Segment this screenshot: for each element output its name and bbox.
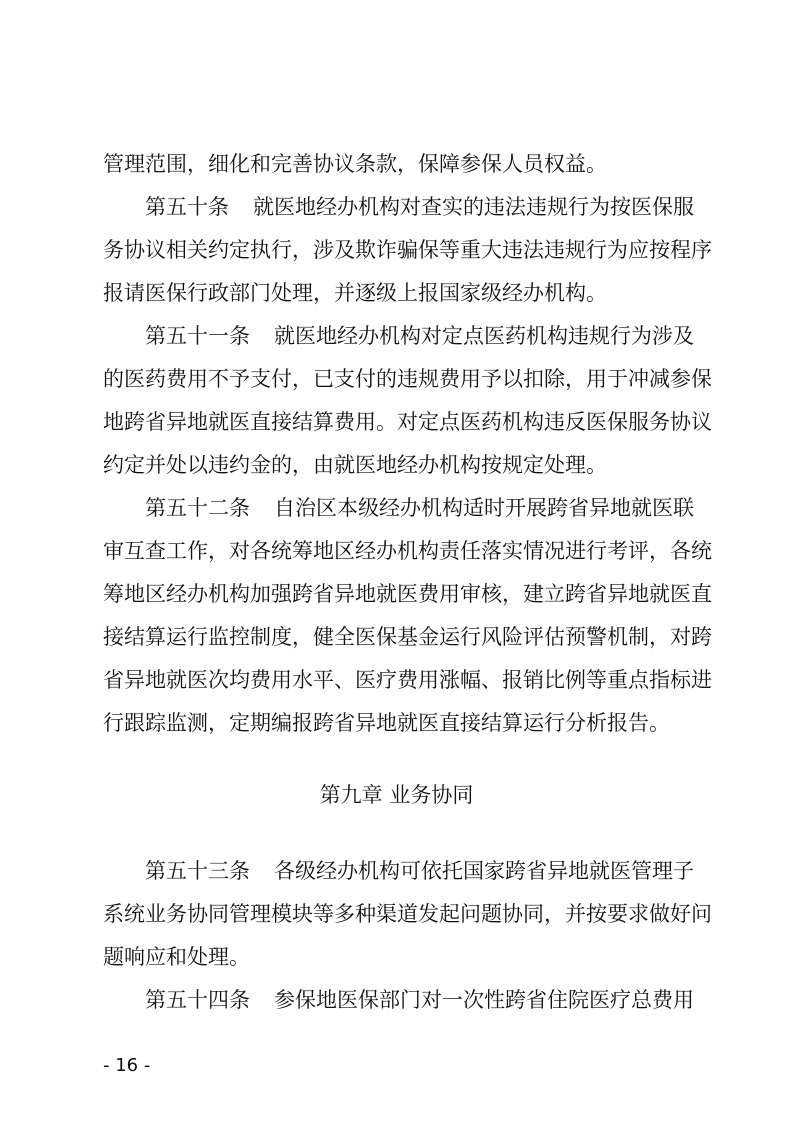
article-label: 第五十条 <box>145 195 229 219</box>
chapter-title: 第九章 业务协同 <box>319 783 474 807</box>
article-label: 第五十一条 <box>145 324 250 348</box>
text-line: 地跨省异地就医直接结算费用。对定点医药机构违反医保服务协议 <box>103 410 712 434</box>
text-line: 报请医保行政部门处理，并逐级上报国家级经办机构。 <box>103 281 607 305</box>
text-line: 自治区本级经办机构适时开展跨省异地就医联 <box>274 496 694 520</box>
text-line: 就医地经办机构对查实的违法违规行为按医保服 <box>253 195 694 219</box>
article-label: 第五十二条 <box>145 496 250 520</box>
article-52-first-line <box>145 494 694 522</box>
text-line: 接结算运行监控制度，健全医保基金运行风险评估预警机制，对跨 <box>103 625 712 649</box>
text-line: 就医地经办机构对定点医药机构违规行为涉及 <box>274 324 694 348</box>
text-line: 的医药费用不予支付，已支付的违规费用予以扣除，用于冲减参保 <box>103 367 712 391</box>
text-line: 务协议相关约定执行，涉及欺诈骗保等重大违法违规行为应按程序 <box>103 238 712 262</box>
text-line: 题响应和处理。 <box>103 945 250 969</box>
text-line: 约定并处以违约金的，由就医地经办机构按规定处理。 <box>103 453 607 477</box>
text-line: 参保地医保部门对一次性跨省住院医疗总费用 <box>274 988 694 1012</box>
article-53-first-line <box>145 857 694 885</box>
article-54-first-line <box>145 986 694 1014</box>
text-line: 省异地就医次均费用水平、医疗费用涨幅、报销比例等重点指标进 <box>103 668 712 692</box>
article-51-first-line <box>145 322 694 350</box>
article-label: 第五十四条 <box>145 988 250 1012</box>
text-line: 管理范围，细化和完善协议条款，保障参保人员权益。 <box>103 152 607 176</box>
page-number: - 16 - <box>103 1055 151 1076</box>
text-line: 行跟踪监测，定期编报跨省异地就医直接结算运行分析报告。 <box>103 711 670 735</box>
article-50-first-line <box>145 193 694 221</box>
text-line: 系统业务协同管理模块等多种渠道发起问题协同，并按要求做好问 <box>103 902 712 926</box>
text-line: 审互查工作，对各统筹地区经办机构责任落实情况进行考评，各统 <box>103 539 712 563</box>
article-label: 第五十三条 <box>145 859 250 883</box>
text-line: 筹地区经办机构加强跨省异地就医费用审核，建立跨省异地就医直 <box>103 582 712 606</box>
text-line: 各级经办机构可依托国家跨省异地就医管理子 <box>274 859 694 883</box>
